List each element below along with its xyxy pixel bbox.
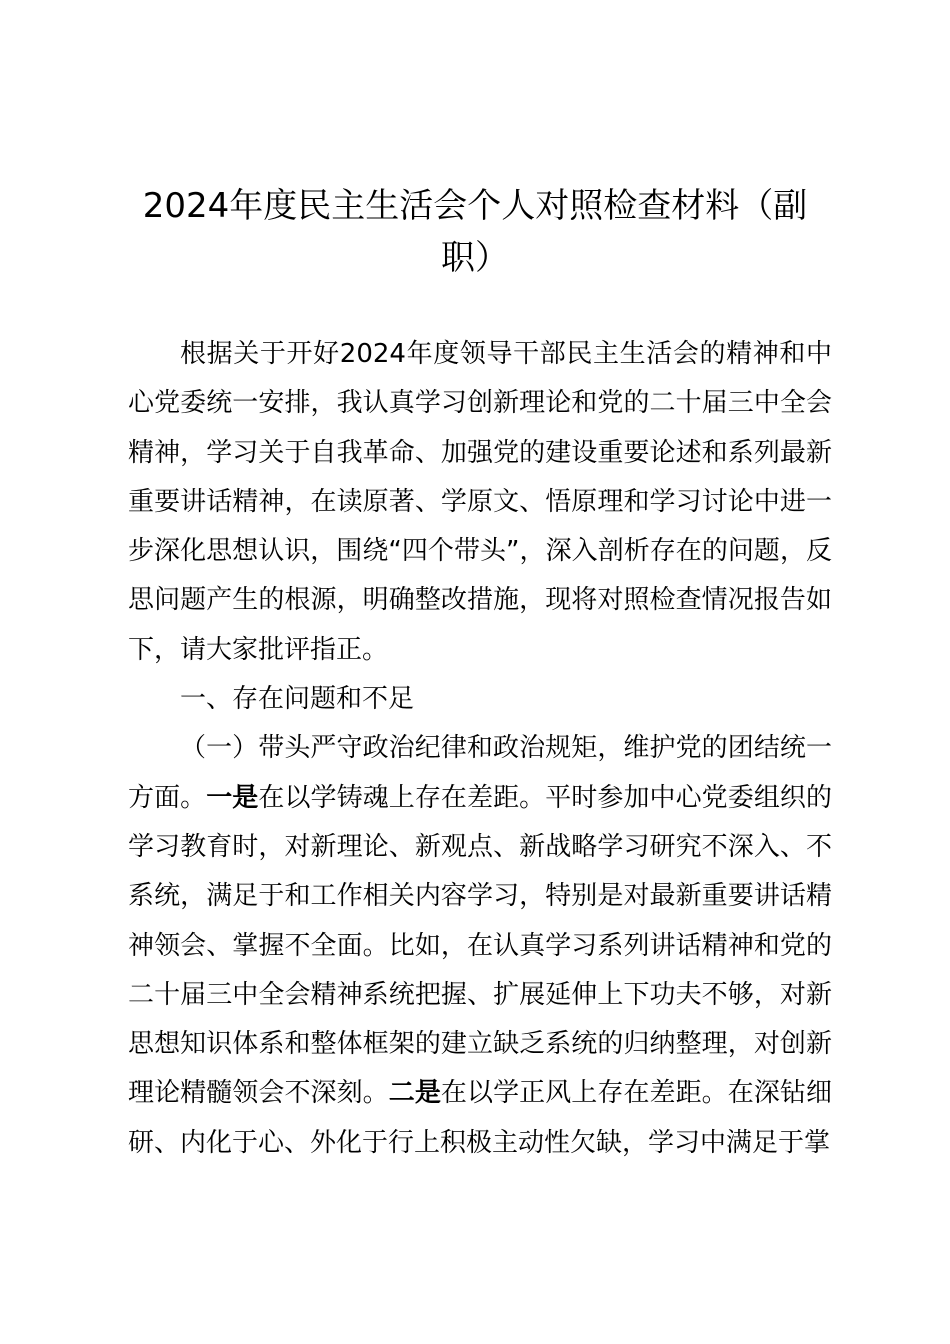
paragraph-lead: （一）带头严守政治纪律和政治规矩，维护党的团结统一方面。	[128, 733, 832, 813]
document-body	[128, 330, 832, 1168]
paragraph-text-1: 在以学铸魂上存在差距。平时参加中心党委组织的学习教育时，对新理论、新观点、新战略学习研究不深入、不系统，满足于和工作相关内容学习，特别是对最新重要讲话精神领会、掌握不全面。比如，在认真学习系列讲话精神和党的二十届三中全会精神系统把握、扩展延伸上下功夫不够，对新思想知识体系和整体框架的建立缺乏系统的归纳整理，对创新理论精髓领会不深刻。	[128, 782, 832, 1109]
section-heading: 一、存在问题和不足	[180, 684, 415, 715]
bold-marker-1: 一是	[206, 782, 259, 813]
body-paragraph	[128, 724, 832, 1168]
document-title: 2024年度民主生活会个人对照检查材料（副职）	[142, 186, 808, 278]
bold-marker-2: 二是	[388, 1078, 441, 1109]
paragraph-text-2: 在以学正风上存在差距。在深钻细研、内化于心、外化于行上积极主动性欠缺，学习中满足于掌	[128, 1078, 832, 1158]
intro-paragraph: 根据关于开好2024年度领导干部民主生活会的精神和中心党委统一安排，我认真学习创新理论和党的二十届三中全会精神，学习关于自我革命、加强党的建设重要论述和系列最新重要讲话精神，在读原著、学原文、悟原理和学习讨论中进一步深化思想认识，围绕“四个带头”，深入剖析存在的问题，反思问题产生的根源，明确整改措施，现将对照检查情况报告如下，请大家批评指正。	[128, 339, 832, 665]
